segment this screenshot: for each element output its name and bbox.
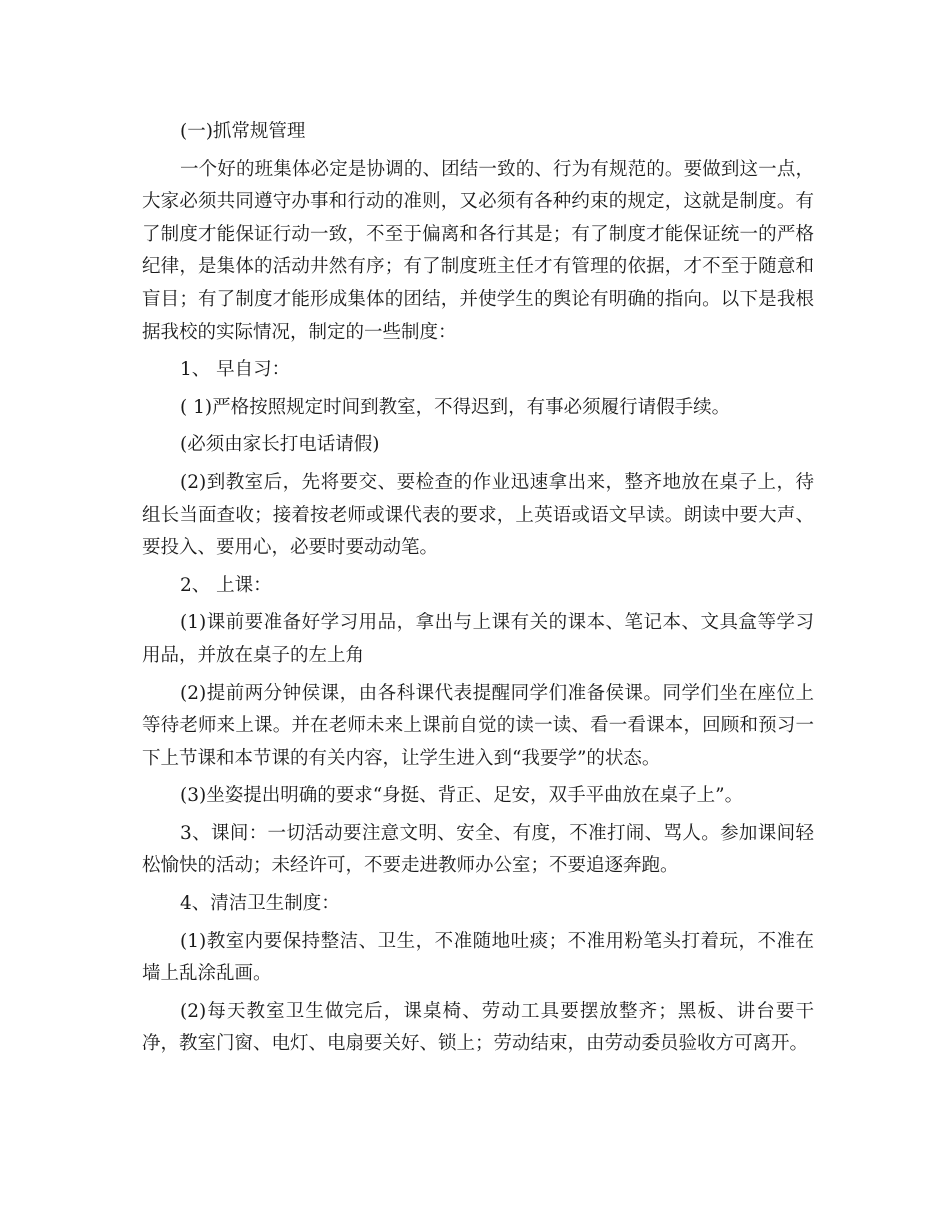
class-rule-2: (2)提前两分钟侯课，由各科课代表提醒同学们准备侯课。同学们坐在座位上等待老师来上课。并在老师未来上课前自觉的读一读、看一看课本，回顾和预习一下上节课和本节课的有关内容，让学生进入到“我要学”的状态。 bbox=[142, 682, 814, 769]
item-heading-morning-study: 1、 早自习： bbox=[180, 359, 291, 381]
class-rule-1: (1)课前要准备好学习用品，拿出与上课有关的课本、笔记本、文具盒等学习用品，并放在桌子的左上角 bbox=[142, 612, 814, 666]
break-rule: 3、课间：一切活动要注意文明、安全、有度，不准打闹、骂人。参加课间轻松愉快的活动；未经许可，不要走进教师办公室；不要追逐奔跑。 bbox=[142, 822, 814, 877]
item-heading-class: 2、 上课： bbox=[180, 574, 272, 596]
item-heading-cleaning: 4、清洁卫生制度： bbox=[180, 893, 340, 915]
section-heading: (一)抓常规管理 bbox=[180, 121, 306, 142]
document-body bbox=[142, 116, 814, 1066]
morning-rule-1-note: (必须由家长打电话请假) bbox=[180, 434, 380, 456]
morning-rule-1: ( 1)严格按照规定时间到教室，不得迟到，有事必须履行请假手续。 bbox=[180, 396, 731, 418]
morning-rule-2: (2)到教室后，先将要交、要检查的作业迅速拿出来，整齐地放在桌子上，待组长当面查收；接着按老师或课代表的要求，上英语或语文早读。朗读中要大声、要投入、要用心，必要时要动动笔。 bbox=[142, 471, 814, 559]
class-rule-3: (3)坐姿提出明确的要求“身挺、背正、足安，双手平曲放在桌子上”。 bbox=[180, 785, 744, 807]
intro-paragraph: 一个好的班集体必定是协调的、团结一致的、行为有规范的。要做到这一点，大家必须共同遵守办事和行动的准则，又必须有各种约束的规定，这就是制度。有了制度才能保证行动一致，不至于偏离和各行其是；有了制度才能保证统一的严格纪律，是集体的活动井然有序；有了制度班主任才有管理的依据，才不至于随意和盲目；有了制度才能形成集体的团结，并使学生的舆论有明确的指向。以下是我根据我校的实际情况，制定的一些制度： bbox=[142, 158, 814, 343]
cleaning-rule-1: (1)教室内要保持整洁、卫生，不准随地吐痰；不准用粉笔头打着玩，不准在墙上乱涂乱画。 bbox=[142, 930, 814, 985]
cleaning-rule-2: (2)每天教室卫生做完后，课桌椅、劳动工具要摆放整齐；黑板、讲台要干净，教室门窗、电灯、电扇要关好、锁上；劳动结束，由劳动委员验收方可离开。 bbox=[142, 1000, 814, 1055]
